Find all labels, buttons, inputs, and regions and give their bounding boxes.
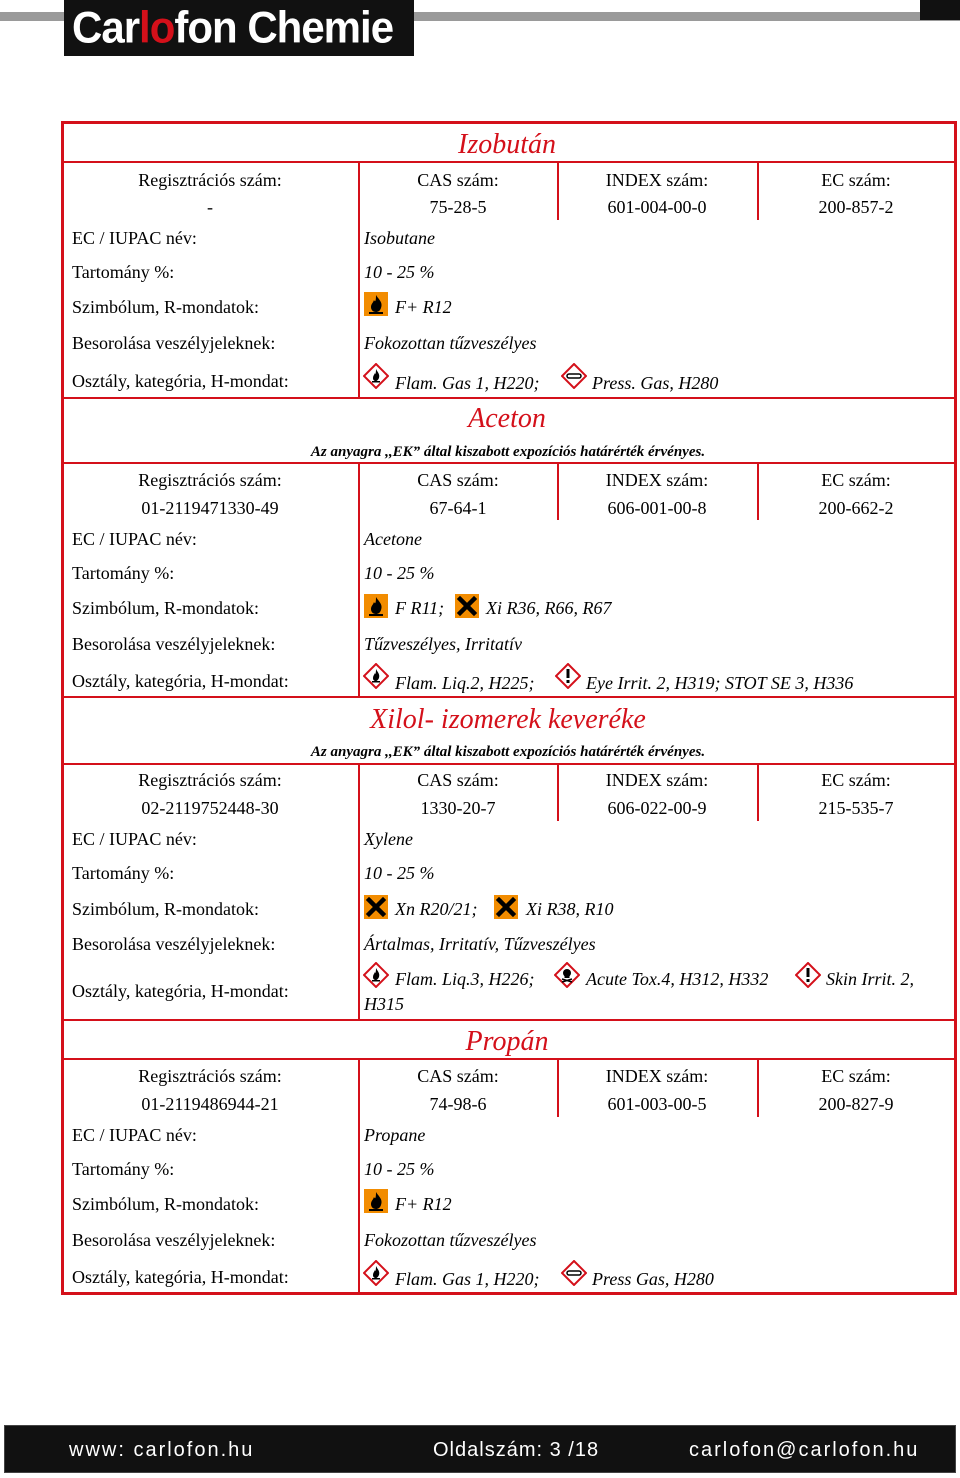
iupac-label: EC / IUPAC név: — [72, 228, 197, 248]
index-value: 606-022-00-9 — [607, 798, 707, 818]
exposure-note: Az anyagra ,,EK” által kiszabott expozíciós határérték érvényes. — [310, 744, 706, 760]
symbol-label: Szimbólum, R-mondatok: — [72, 598, 259, 618]
cas-value: 74-98-6 — [429, 1094, 487, 1114]
hazard-text-2: Press. Gas, H280 — [592, 373, 719, 393]
symbol-text-2: Xi R36, R66, R67 — [486, 598, 612, 618]
symbol-text-1: F R11; — [395, 598, 445, 618]
col-rule — [757, 463, 759, 520]
ghs-gas-cylinder-icon — [561, 363, 587, 389]
col-rule — [557, 162, 559, 220]
substance-title: Propán — [465, 1026, 549, 1057]
classification-value: Tűzveszélyes, Irritatív — [364, 634, 522, 654]
hazard-class-label: Osztály, kategória, H-mondat: — [72, 671, 289, 691]
row-rule — [64, 462, 954, 464]
hazard-class-label: Osztály, kategória, H-mondat: — [72, 1267, 289, 1287]
symbol-label: Szimbólum, R-mondatok: — [72, 899, 259, 919]
range-label: Tartomány %: — [72, 863, 175, 883]
symbol-text-1: Xn R20/21; — [395, 899, 478, 919]
flame-icon — [364, 292, 388, 316]
header-bar — [0, 0, 960, 56]
hazard-text-1: Flam. Liq.2, H225; — [395, 673, 535, 693]
iupac-value: Propane — [364, 1125, 426, 1145]
ec-value: 200-827-9 — [818, 1094, 894, 1114]
index-label: INDEX szám: — [605, 770, 709, 790]
row-rule — [64, 397, 954, 399]
substance-title: Aceton — [468, 403, 546, 434]
cross-icon — [364, 895, 388, 919]
flame-icon — [364, 1189, 388, 1213]
col-rule — [358, 1059, 360, 1117]
ghs-exclamation-icon — [795, 962, 821, 988]
reg-value: 01-2119486944-21 — [141, 1094, 279, 1114]
reg-value: 02-2119752448-30 — [141, 798, 279, 818]
range-value: 10 - 25 % — [364, 563, 435, 583]
row-rule — [64, 1058, 954, 1060]
range-label: Tartomány %: — [72, 1159, 175, 1179]
row-rule — [64, 161, 954, 163]
brand-text-1: Car — [72, 2, 140, 53]
hazard-text-1: Flam. Gas 1, H220; — [395, 373, 540, 393]
symbol-label: Szimbólum, R-mondatok: — [72, 297, 259, 317]
cas-label: CAS szám: — [417, 1066, 499, 1086]
hazard-class-label: Osztály, kategória, H-mondat: — [72, 981, 289, 1001]
range-value: 10 - 25 % — [364, 262, 435, 282]
hazard-text-2: Acute Tox.4, H312, H332 — [586, 969, 769, 989]
iupac-label: EC / IUPAC név: — [72, 529, 197, 549]
cas-value: 1330-20-7 — [420, 798, 496, 818]
reg-label: Regisztrációs szám: — [138, 770, 282, 790]
exposure-note: Az anyagra ,,EK” által kiszabott expozíciós határérték érvényes. — [310, 444, 706, 460]
iupac-value: Acetone — [364, 529, 422, 549]
ghs-flame-icon — [363, 663, 389, 689]
cross-icon — [455, 594, 479, 618]
brand-text-2: lo — [139, 2, 175, 53]
col-rule — [557, 764, 559, 821]
range-label: Tartomány %: — [72, 563, 175, 583]
ec-label: EC szám: — [821, 770, 891, 790]
hazard-text-4: H315 — [364, 994, 404, 1014]
ec-label: EC szám: — [821, 1066, 891, 1086]
range-label: Tartomány %: — [72, 262, 175, 282]
col-rule — [557, 1059, 559, 1117]
col-rule — [757, 162, 759, 220]
col-rule — [757, 1059, 759, 1117]
row-rule — [64, 763, 954, 765]
hazard-text-2: Eye Irrit. 2, H319; STOT SE 3, H336 — [586, 673, 854, 693]
index-value: 601-004-00-0 — [607, 197, 707, 217]
col-rule — [358, 463, 360, 520]
col-rule — [358, 220, 360, 398]
index-label: INDEX szám: — [605, 470, 709, 490]
footer-page-number: Oldalszám: 3 /18 — [433, 1439, 600, 1461]
footer-website[interactable]: www: carlofon.hu — [69, 1439, 255, 1461]
symbol-text: F+ R12 — [395, 1194, 452, 1214]
hazard-class-label: Osztály, kategória, H-mondat: — [72, 371, 289, 391]
col-rule — [557, 463, 559, 520]
col-rule — [358, 821, 360, 1020]
col-rule — [757, 764, 759, 821]
cross-icon — [494, 895, 518, 919]
iupac-value: Isobutane — [364, 228, 435, 248]
cas-value: 67-64-1 — [429, 498, 487, 518]
header-tail — [920, 0, 960, 20]
col-rule — [358, 764, 360, 821]
range-value: 10 - 25 % — [364, 1159, 435, 1179]
reg-label: Regisztrációs szám: — [138, 170, 282, 190]
index-value: 601-003-00-5 — [607, 1094, 707, 1114]
row-rule — [64, 696, 954, 698]
row-rule — [64, 1019, 954, 1021]
index-label: INDEX szám: — [605, 1066, 709, 1086]
brand-logo — [64, 0, 414, 56]
ec-value: 200-857-2 — [818, 197, 894, 217]
range-value: 10 - 25 % — [364, 863, 435, 883]
ec-value: 200-662-2 — [818, 498, 894, 518]
cas-label: CAS szám: — [417, 170, 499, 190]
ec-label: EC szám: — [821, 170, 891, 190]
hazard-text-2: Press Gas, H280 — [592, 1269, 714, 1289]
reg-value: 01-2119471330-49 — [141, 498, 279, 518]
classification-label: Besorolása veszélyjeleknek: — [72, 1230, 276, 1250]
ghs-exclamation-icon — [555, 663, 581, 689]
reg-value: - — [207, 197, 213, 217]
classification-label: Besorolása veszélyjeleknek: — [72, 934, 276, 954]
index-label: INDEX szám: — [605, 170, 709, 190]
hazard-text-1: Flam. Gas 1, H220; — [395, 1269, 540, 1289]
iupac-label: EC / IUPAC név: — [72, 1125, 197, 1145]
hazard-text-3: Skin Irrit. 2, — [826, 969, 914, 989]
ec-value: 215-535-7 — [818, 798, 894, 818]
cas-label: CAS szám: — [417, 770, 499, 790]
col-rule — [358, 162, 360, 220]
substance-title: Izobután — [458, 129, 556, 160]
ghs-flame-icon — [363, 363, 389, 389]
reg-label: Regisztrációs szám: — [138, 1066, 282, 1086]
footer-email[interactable]: carlofon@carlofon.hu — [689, 1439, 920, 1461]
col-rule — [358, 520, 360, 697]
classification-label: Besorolása veszélyjeleknek: — [72, 634, 276, 654]
reg-label: Regisztrációs szám: — [138, 470, 282, 490]
ghs-gas-cylinder-icon — [561, 1260, 587, 1286]
iupac-value: Xylene — [364, 829, 413, 849]
classification-value: Ártalmas, Irritatív, Tűzveszélyes — [364, 934, 596, 954]
ec-label: EC szám: — [821, 470, 891, 490]
cas-value: 75-28-5 — [429, 197, 487, 217]
index-value: 606-001-00-8 — [607, 498, 707, 518]
ghs-flame-icon — [363, 962, 389, 988]
col-rule — [358, 1117, 360, 1293]
classification-label: Besorolása veszélyjeleknek: — [72, 333, 276, 353]
symbol-text-2: Xi R38, R10 — [526, 899, 614, 919]
flame-icon — [364, 594, 388, 618]
classification-value: Fokozottan tűzveszélyes — [364, 333, 537, 353]
iupac-label: EC / IUPAC név: — [72, 829, 197, 849]
classification-value: Fokozottan tűzveszélyes — [364, 1230, 537, 1250]
cas-label: CAS szám: — [417, 470, 499, 490]
symbol-text: F+ R12 — [395, 297, 452, 317]
brand-text-3: fon Chemie — [174, 2, 394, 53]
footer-bar — [4, 1425, 956, 1473]
substance-title: Xilol- izomerek keveréke — [370, 704, 646, 735]
ghs-skull-icon — [554, 962, 580, 988]
hazard-text-1: Flam. Liq.3, H226; — [395, 969, 535, 989]
ghs-flame-icon — [363, 1260, 389, 1286]
symbol-label: Szimbólum, R-mondatok: — [72, 1194, 259, 1214]
